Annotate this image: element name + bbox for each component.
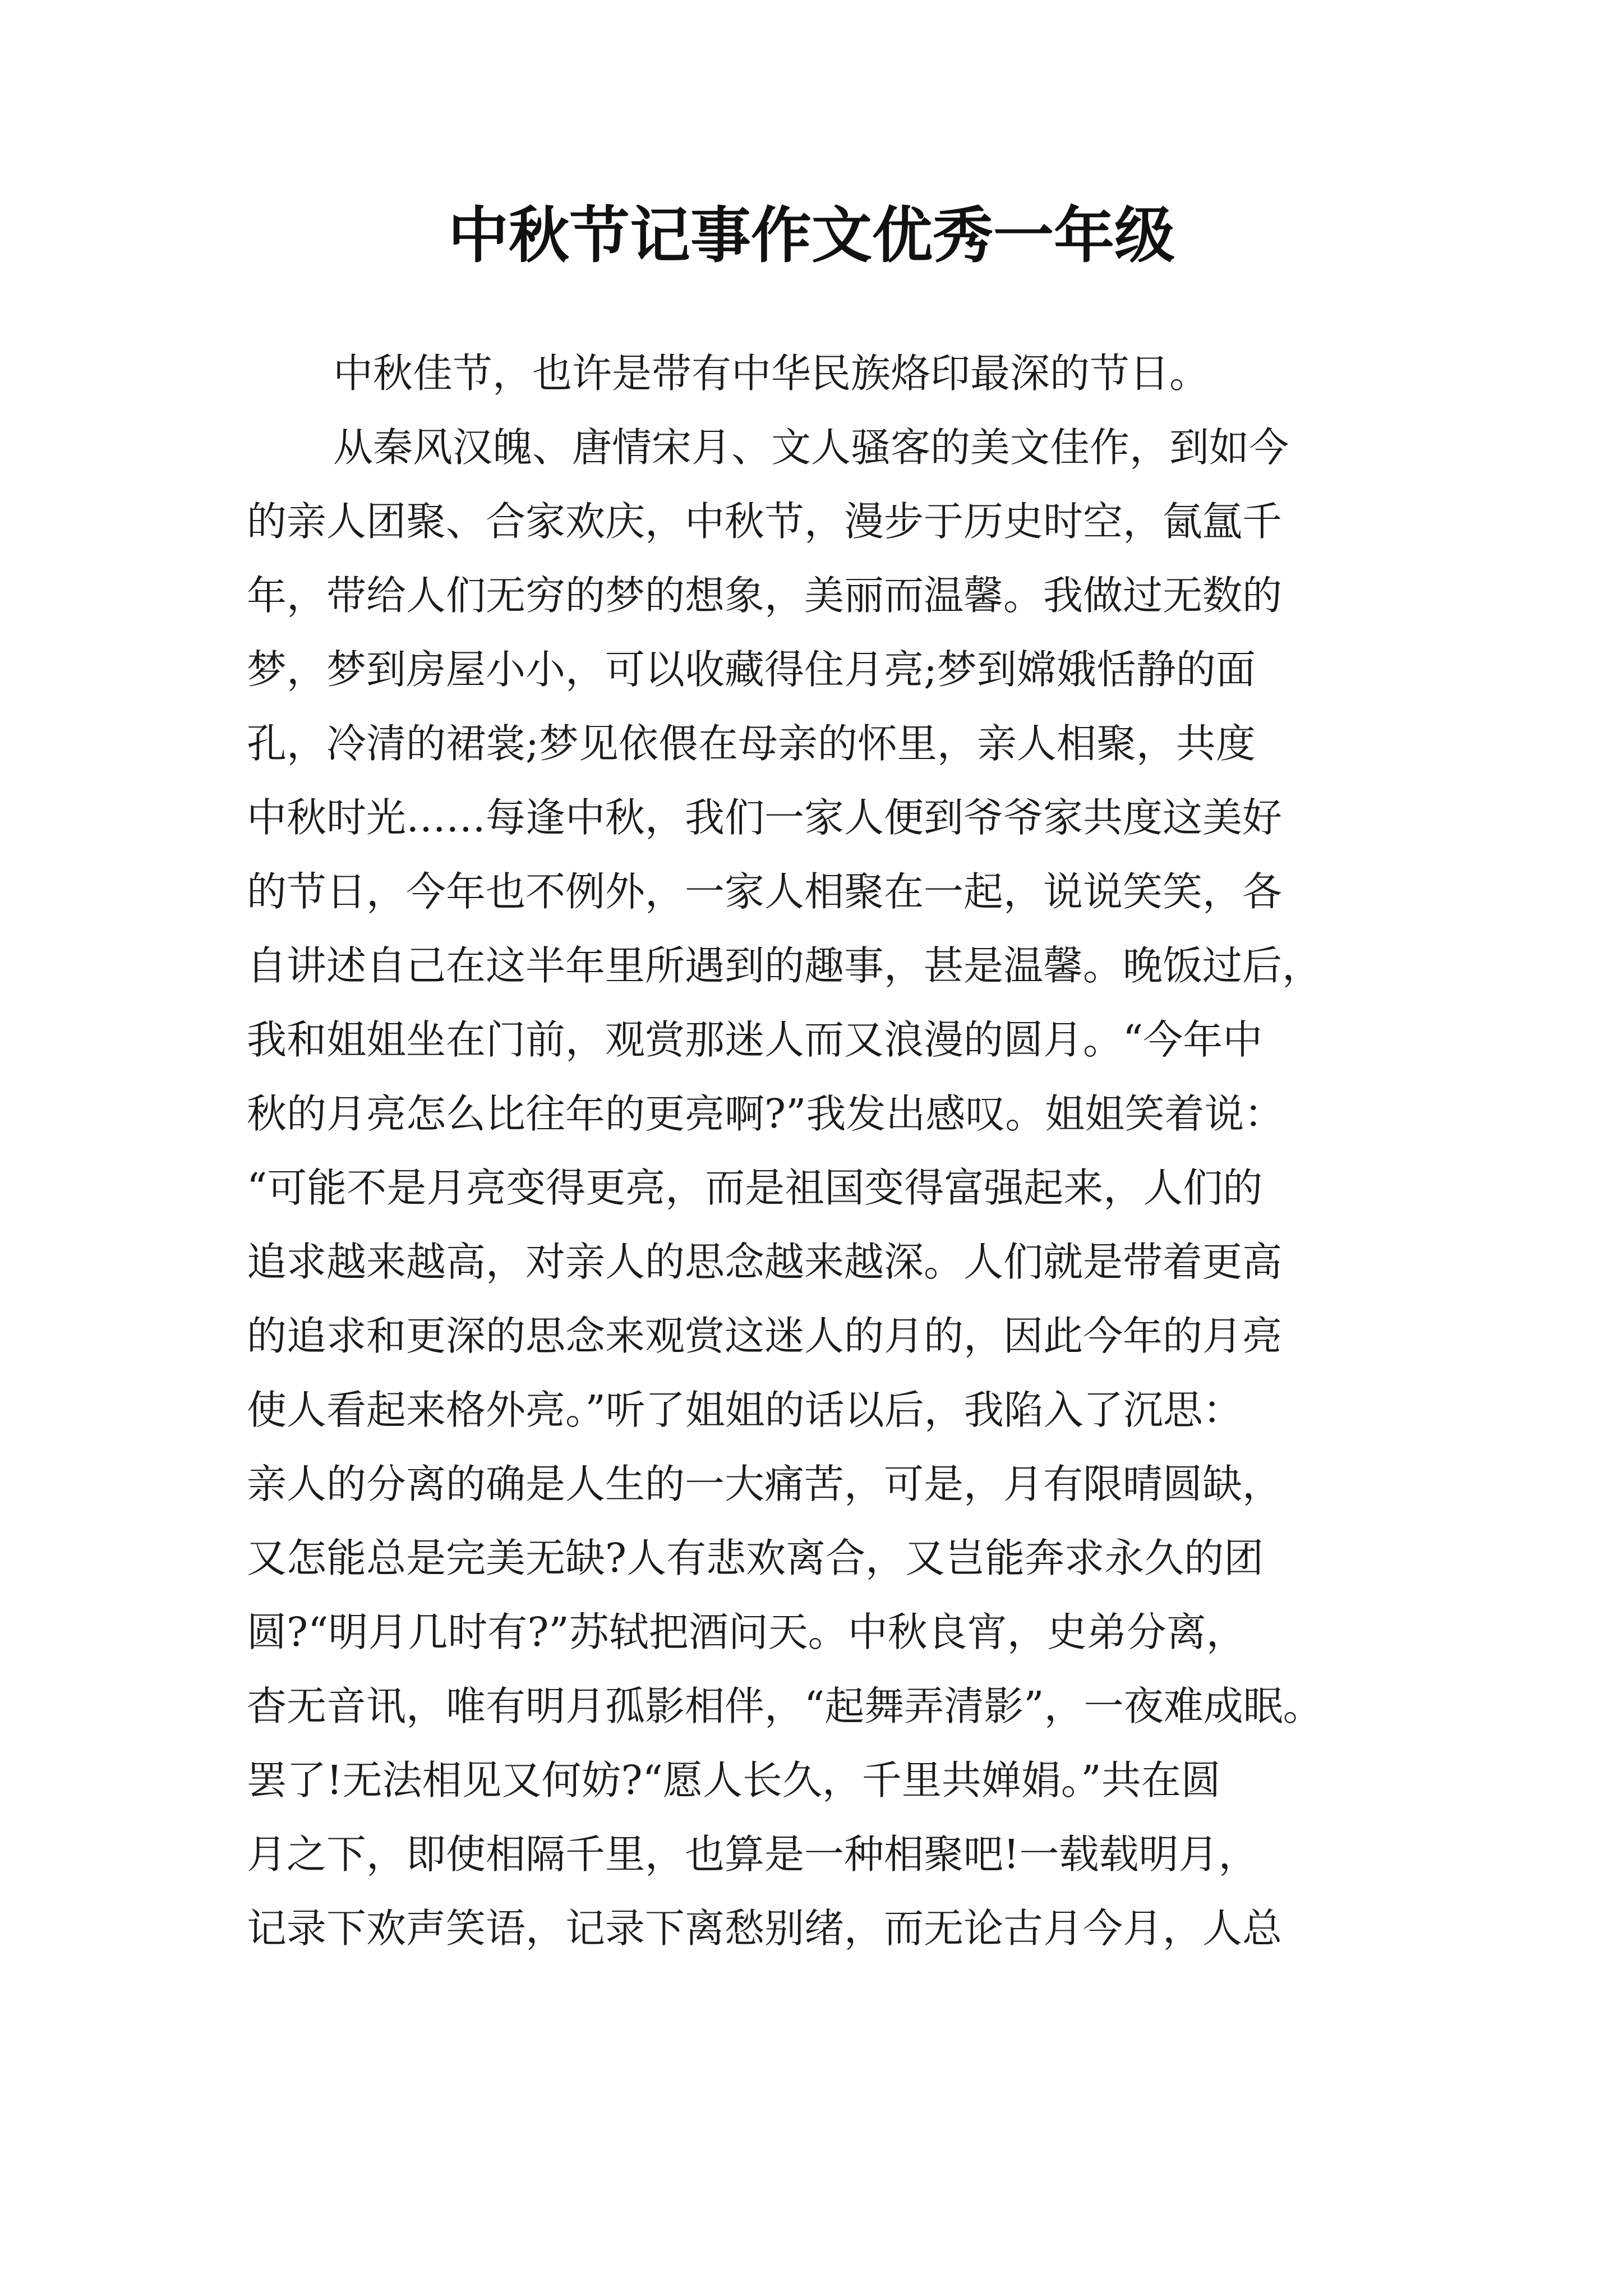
document-body (247, 337, 1385, 1966)
paragraph-line: 从秦风汉魄、唐情宋月、文人骚客的美文佳作，到如今 (333, 424, 1289, 471)
paragraph-line: 秋的月亮怎么比往年的更亮啊?”我发出感叹。姐姐笑着说： (247, 1091, 1284, 1137)
paragraph-line: 记录下欢声笑语，记录下离愁别绪，而无论古月今月，人总 (247, 1905, 1283, 1952)
paragraph-line: 中秋时光……每逢中秋，我们一家人便到爷爷家共度这美好 (247, 794, 1283, 841)
paragraph-line: 追求越来越高，对亲人的思念越来越深。人们就是带着更高 (247, 1239, 1283, 1285)
paragraph-line: 使人看起来格外亮。”听了姐姐的话以后，我陷入了沉思： (247, 1387, 1243, 1433)
paragraph-line: 梦，梦到房屋小小，可以收藏得住月亮;梦到嫦娥恬静的面 (247, 646, 1256, 693)
paragraph-line: 月之下，即使相隔千里，也算是一种相聚吧!一载载明月， (247, 1831, 1258, 1878)
paragraph-line: “可能不是月亮变得更亮，而是祖国变得富强起来，人们的 (247, 1165, 1263, 1211)
paragraph-line: 的节日，今年也不例外，一家人相聚在一起，说说笑笑，各 (247, 868, 1283, 915)
paragraph-line: 我和姐姐坐在门前，观赏那迷人而又浪漫的圆月。“今年中 (247, 1016, 1263, 1063)
paragraph-line: 年，带给人们无穷的梦的想象，美丽而温馨。我做过无数的 (247, 572, 1283, 619)
paragraph-line: 杳无音讯，唯有明月孤影相伴，“起舞弄清影”，一夜难成眠。 (247, 1683, 1323, 1729)
paragraph-line: 中秋佳节，也许是带有中华民族烙印最深的节日。 (333, 350, 1210, 397)
paragraph-line: 的亲人团聚、合家欢庆，中秋节，漫步于历史时空，氤氲千 (247, 498, 1283, 545)
paragraph-line: 圆?“明月几时有?”苏轼把酒问天。中秋良宵，史弟分离， (247, 1609, 1246, 1655)
document-title: 中秋节记事作文优秀一年级 (448, 200, 1175, 271)
paragraph-line: 孔，冷清的裙裳;梦见依偎在母亲的怀里，亲人相聚，共度 (247, 720, 1256, 767)
paragraph-line: 亲人的分离的确是人生的一大痛苦，可是，月有限晴圆缺， (247, 1461, 1283, 1507)
paragraph-line: 的追求和更深的思念来观赏这迷人的月的，因此今年的月亮 (247, 1313, 1283, 1359)
paragraph-line: 又怎能总是完美无缺?人有悲欢离合，又岂能奔求永久的团 (247, 1535, 1264, 1581)
paragraph-line: 罢了!无法相见又何妨?“愿人长久，千里共婵娟。”共在圆 (247, 1757, 1221, 1803)
paragraph-line: 自讲述自己在这半年里所遇到的趣事，甚是温馨。晚饭过后， (247, 942, 1322, 989)
